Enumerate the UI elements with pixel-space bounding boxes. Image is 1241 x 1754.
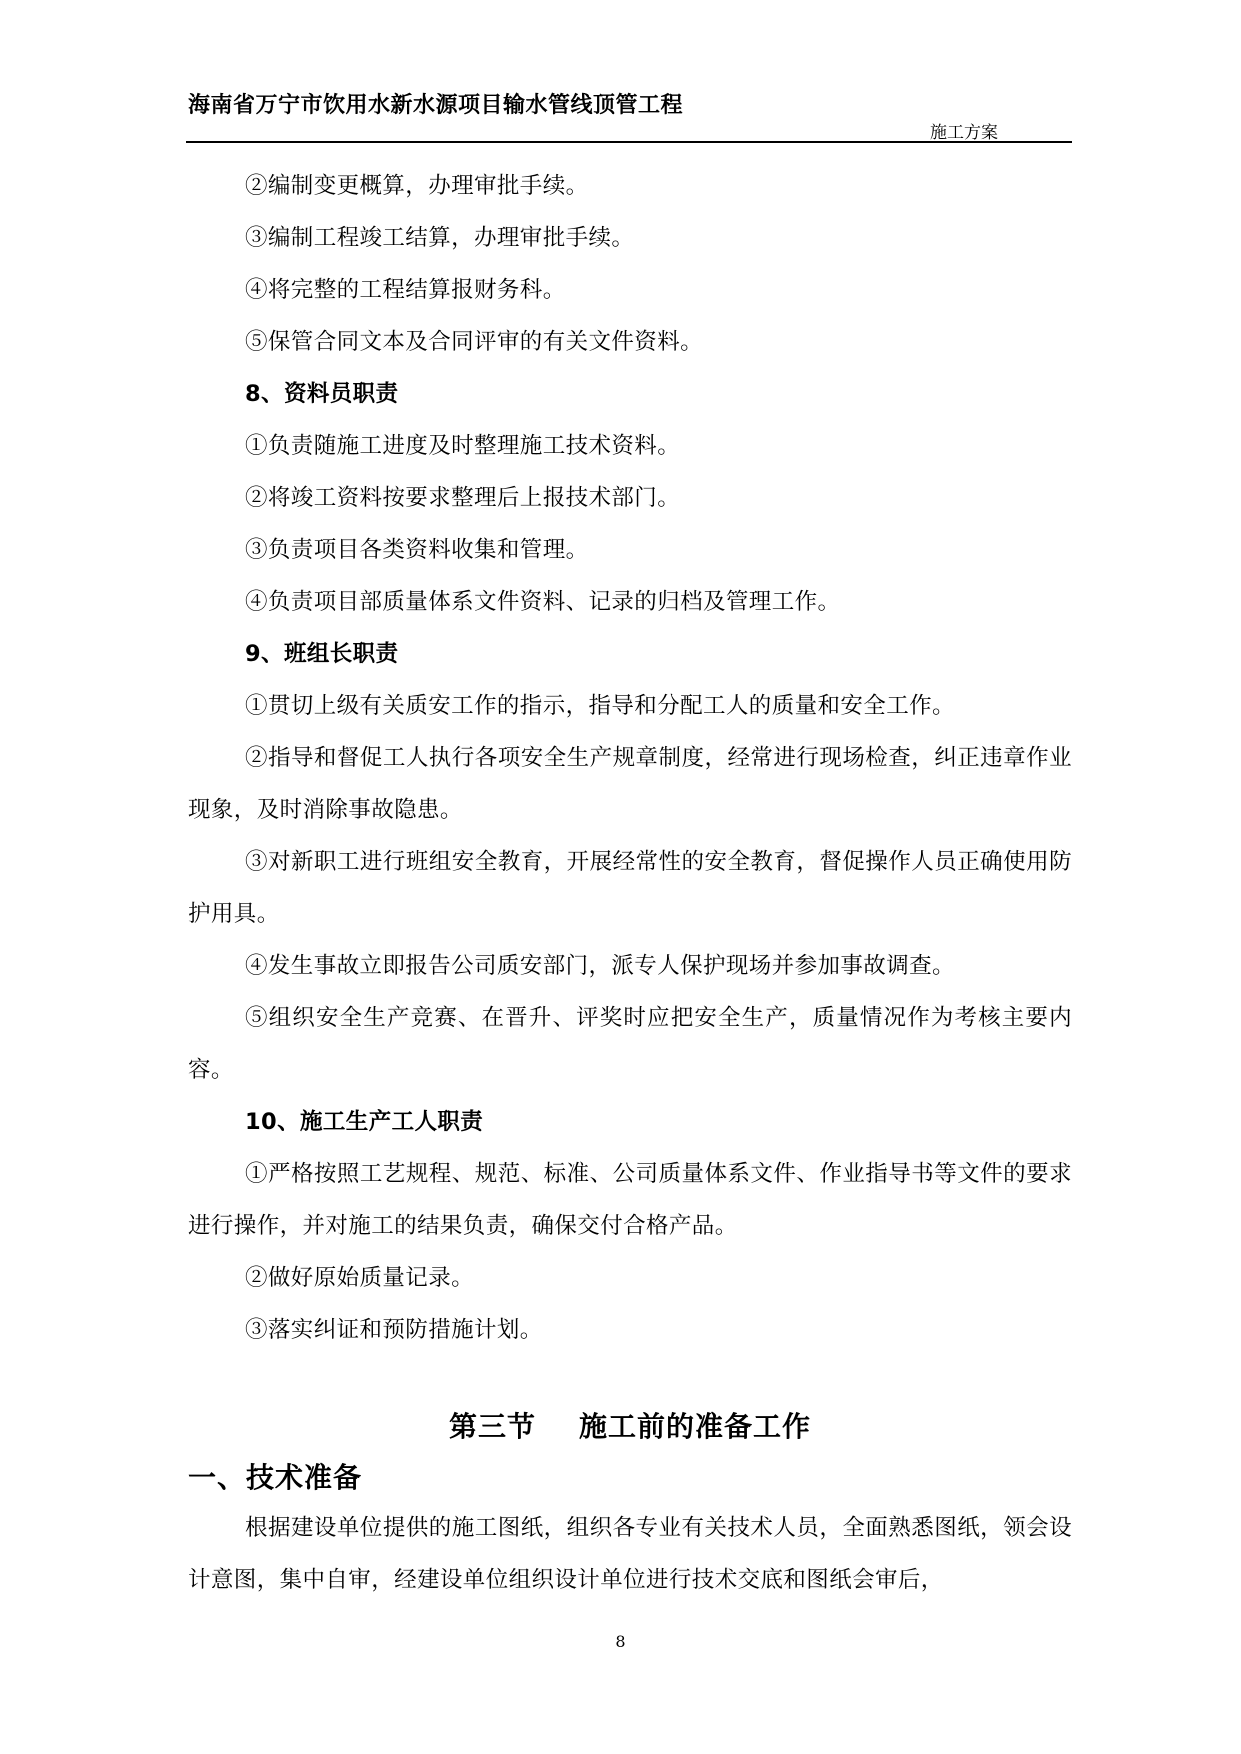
paragraph: ①负责随施工进度及时整理施工技术资料。: [245, 433, 681, 459]
paragraph: ③编制工程竣工结算，办理审批手续。: [245, 225, 635, 251]
paragraph: ④将完整的工程结算报财务科。: [245, 277, 566, 303]
paragraph: ①贯切上级有关质安工作的指示，指导和分配工人的质量和安全工作。: [245, 693, 955, 719]
paragraph: ③落实纠证和预防措施计划。: [245, 1317, 543, 1343]
subheading-9: 9、班组长职责: [245, 641, 399, 667]
paragraph: ⑤保管合同文本及合同评审的有关文件资料。: [245, 329, 704, 355]
heading: 一、技术准备: [188, 1461, 363, 1494]
paragraph: ②做好原始质量记录。: [245, 1265, 475, 1291]
paragraph: ②编制变更概算，办理审批手续。: [245, 173, 589, 199]
paragraph: ③负责项目各类资料收集和管理。: [245, 537, 589, 563]
subheading-10: 10、施工生产工人职责: [245, 1109, 484, 1135]
page-number: 8: [615, 1632, 626, 1651]
paragraph: ②将竣工资料按要求整理后上报技术部门。: [245, 485, 681, 511]
paragraph: ①严格按照工艺规程、规范、标准、公司质量体系文件、作业指导书等文件的要求进行操作，并对施工的结果负责，确保交付合格产品。: [188, 1161, 1072, 1239]
header-divider: [186, 141, 1072, 143]
paragraph: ②指导和督促工人执行各项安全生产规章制度，经常进行现场检查，纠正违章作业现象，及时消除事故隐患。: [188, 745, 1072, 823]
paragraph: ⑤组织安全生产竞赛、在晋升、评奖时应把安全生产，质量情况作为考核主要内容。: [188, 1005, 1072, 1083]
paragraph: 根据建设单位提供的施工图纸，组织各专业有关技术人员，全面熟悉图纸，领会设计意图，集中自审，经建设单位组织设计单位进行技术交底和图纸会审后，: [188, 1515, 1072, 1593]
paragraph: ③对新职工进行班组安全教育，开展经常性的安全教育，督促操作人员正确使用防护用具。: [188, 849, 1072, 927]
paragraph: ④负责项目部质量体系文件资料、记录的归档及管理工作。: [245, 589, 841, 615]
header-subtitle: 施工方案: [930, 123, 998, 143]
header-title: 海南省万宁市饮用水新水源项目输水管线顶管工程: [188, 93, 684, 118]
section-title: 第三节 施工前的准备工作: [449, 1410, 811, 1443]
document-body: [188, 160, 1072, 1606]
subheading-8: 8、资料员职责: [245, 381, 399, 407]
paragraph: ④发生事故立即报告公司质安部门，派专人保护现场并参加事故调查。: [245, 953, 955, 979]
